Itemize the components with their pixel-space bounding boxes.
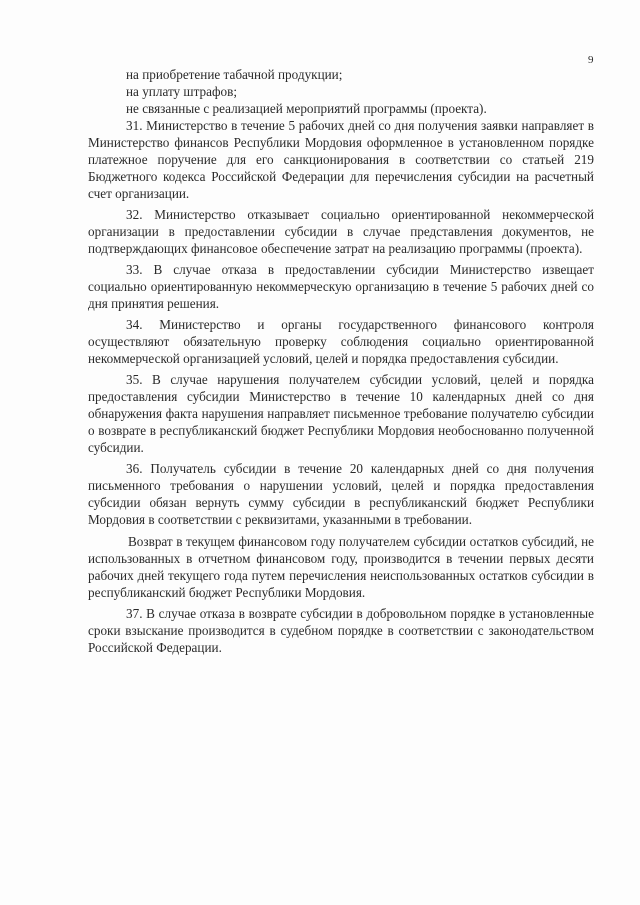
list-item: не связанные с реализацией мероприятий программы (проекта). [126,101,487,116]
document-body [88,66,594,656]
paragraph-36: 36. Получатель субсидии в течение 20 календарных дней со дня получения письменного требования о нарушении условий, целей и порядка предоставления субсидии обязан вернуть сумму субсидии в республиканский бюджет Республики Мордовия в соответствии с реквизитами, указанными в требовании. [88,461,594,527]
page-number: 9 [588,54,594,66]
list-item: на уплату штрафов; [126,84,237,99]
paragraph-refund: Возврат в текущем финансовом году получателем субсидии остатков субсидий, не использованных в отчетном финансовом году, производится в течении первых десяти рабочих дней текущего года путем перечисления неиспользованных остатков субсидии в республиканский бюджет Республики Мордовия. [88,534,594,600]
list-item: на приобретение табачной продукции; [126,67,343,82]
paragraph-32: 32. Министерство отказывает социально ориентированной некоммерческой организации в предоставлении субсидии в случае представления документов, не подтверждающих финансовое обеспечение затрат на реализацию программы (проекта). [88,207,594,256]
paragraph-34: 34. Министерство и органы государственного финансового контроля осуществляют обязательную проверку соблюдения социально ориентированной некоммерческой организацией условий, целей и порядка предоставления субсидии. [88,317,594,366]
paragraph-31: 31. Министерство в течение 5 рабочих дней со дня получения заявки направляет в Министерство финансов Республики Мордовия оформленное в установленном порядке платежное поручение для его санкционирования в соответствии со статьей 219 Бюджетного кодекса Российской Федерации для перечисления субсидии на расчетный счет организации. [88,118,594,201]
paragraph-35: 35. В случае нарушения получателем субсидии условий, целей и порядка предоставления субсидии Министерство в течение 10 календарных дней со дня обнаружения факта нарушения направляет письменное требование получателю субсидии о возврате в республиканский бюджет Республики Мордовия необоснованно полученной субсидии. [88,372,594,455]
paragraph-37: 37. В случае отказа в возврате субсидии в добровольном порядке в установленные сроки взыскание производится в судебном порядке в соответствии с законодательством Российской Федерации. [88,606,594,655]
paragraph-33: 33. В случае отказа в предоставлении субсидии Министерство извещает социально ориентированную некоммерческую организацию в течение 5 рабочих дней со дня принятия решения. [88,262,594,311]
